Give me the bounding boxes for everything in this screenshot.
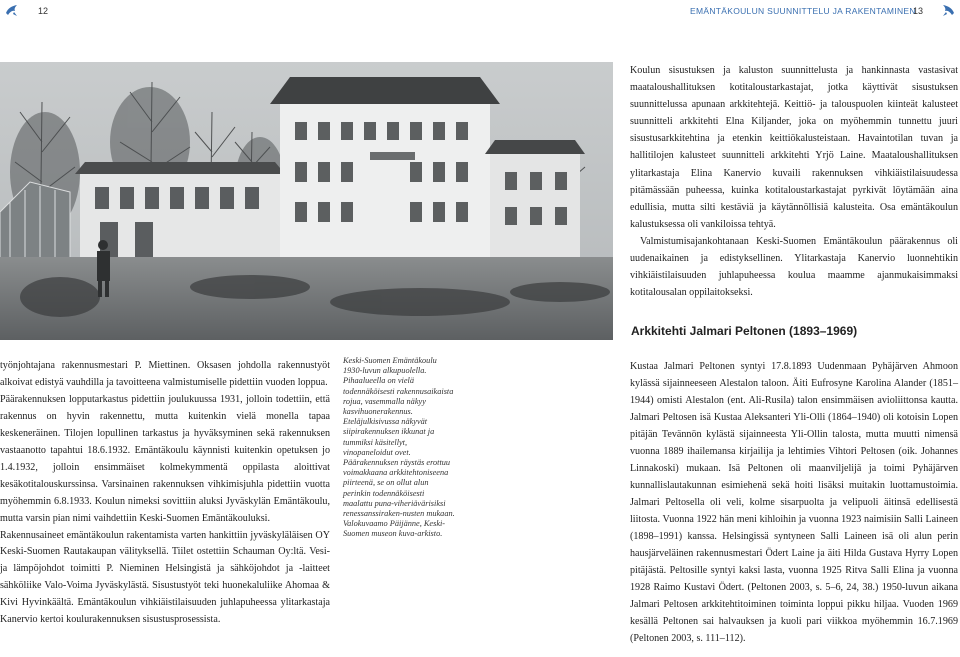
left-text-column — [0, 358, 330, 629]
right-page-number: 13 — [913, 6, 924, 16]
section-heading: Arkkitehti Jalmari Peltonen (1893–1969) — [631, 324, 858, 338]
biography-text-column — [630, 358, 958, 647]
paragraph: Kustaa Jalmari Peltonen syntyi 17.8.1893 Uudenmaan Pyhäjärven Ahmoon kylässä sijainneeseen Alestalon taloon. Äiti Eufrosyne Karolina Alander (1851–1944) omisti Alestalon (ent. Ali-Rusila) talon ensimmäisen avioliittonsa kautta. Jalmari Peltosen isä Kustaa Aleksanteri Yli-Olli (1864–1940) oli kotoisin Lopen pitäjän Tevännön kylästä sijainneesta Yli-Ollin talosta, mutta muutti nimensä vuonna 1889 ihailemansa kirjailija ja lehtimies Vihtori Peltosen (oik. Johannes Linnakoski) mukaan. Isä Peltonen oli maanviljelijä ja toimi Pyhäjärven kunnallislautakunnan esimiehenä sekä hoiti lisäksi muitakin luottamustoimia. Jalmari Peltosella oli veli, kolme sisarpuolta ja velipuoli äitinsä edellisestä liitosta. Vuonna 1922 hän meni kihloihin ja vuonna 1923 naimisiin Salli Laineen (1898–1991) kanssa. Helsingissä syntyneen Salli Laineen isä oli alun perin hausjärveläinen rakennusmestari Ödert Laine ja äiti Hilda Gustava Hyrry Lopen pitäjästä. Peltosille syntyi kaksi lasta, vuonna 1925 Ritva Salli Elina ja vuonna 1928 Raimo Kustavi Ödert. (Peltonen 2003, s. 5–6, 24, 38.) 1950-luvun aikana Jalmari Peltosen arkkitehtitoiminen toiminta loppui pikku hiljaa. Vuoden 1969 kesällä Peltonen sai halvauksen ja kuoli pari viikkoa myöhemmin 16.7.1969 (Peltonen 2003, s. 111–112). — [630, 361, 958, 644]
paragraph: Päärakennuksen lopputarkastus pidettiin joulukuussa 1931, jolloin todettiin, että rakennus on hyvin rakennettu, mutta kuitenkin vielä monella tapaa keskeneräinen. Tilojen lopullinen tarkastus ja hyväksyminen sekä rakennuksen vastaanotto tapahtui 18.6.1932. Emäntäkoulu käynnisti kuitenkin opetuksen jo 1.4.1932, jolloin ensimmäiset kolmekymmentä oppilasta aloittivat kesäkotitalouskurssinsa. Varsinainen rakennuksen vihkimisjuhla pidettiin vuotta myöhemmin 6.8.1933. Koulun nimeksi sovittiin aluksi Jyväskylän Emäntäkoulu, mutta varsin pian nimi vaihdettiin Keski-Suomen Emäntäkouluksi. — [0, 393, 330, 524]
left-page-number: 12 — [38, 6, 49, 16]
paragraph: Koulun sisustuksen ja kaluston suunnittelusta ja hankinnasta vastasivat maataloushallituksen kotitaloustarkastajat, jotka käyttivät sisustuksen suunnittelussa apunaan arkkitehtejä. Keittiö- ja talouspuolen kiinteät kalusteet suunnitteli arkkitehti Elna Kiljander, joka on myöhemmin tunnettu juuri sisustusarkkitehtina ja etenkin keittiökalusteistaan. Havaintotilan tuvan ja hallitilojen kalusteet suunnitteli arkkitehti Yrjö Laine. Maataloushallituksen ylitarkastaja Elina Kanervio kuvaili rakennuksen vihkiäistilaisuudessa pitämässään puheessa, kuinka kotitaloustarkastajat pyrkivät löytämään aina edullisia, mutta silti kestäviä ja käytännöllisiä kalusteita. Osa emäntäkoulun kalustuksessa oli vankiloissa tehtyä. — [630, 65, 958, 230]
photo-illustration — [0, 62, 613, 340]
photo-caption: Keski-Suomen Emäntäkoulu 1930-luvun alkupuolella. Pihaalueella on vielä todennäköisesti rakennusaikaista rojua, vasemmalla näkyy kasvihuonerakennus. Eteläjulkisivussa näkyvät siipirakennuksen ikkunat ja tummiksi käsitellyt, vinopaneloidut ovet. Päärakennuksen räystäs erottuu voimakkaana arkkitehtoniseena piirteenä, se on ollut alun perinkin todennäköisesti maalattu puna-viheriävärisiksi renessanssiraken-nusten mukaan. Valokuvaamo Päijänne, Keski-Suomen museon kuva-arkisto. — [343, 356, 455, 539]
intro-text-column — [630, 62, 958, 301]
bird-logo-icon — [4, 2, 20, 18]
bird-logo-icon — [940, 2, 956, 18]
historic-building-photo — [0, 62, 613, 340]
paragraph: työnjohtajana rakennusmestari P. Miettinen. Oksasen johdolla rakennustyöt alkoivat edistyä vauhdilla ja tavoitteena valmistumiselle pidettiin vuoden loppua. — [0, 360, 330, 388]
running-title: EMÄNTÄKOULUN SUUNNITTELU JA RAKENTAMINEN — [690, 6, 916, 16]
paragraph: Valmistumisajankohtanaan Keski-Suomen Emäntäkoulun päärakennus oli uudenaikainen ja edistyksellinen. Ylitarkastaja Kanervio luonnehtikin vihkiäistilaisuuden juhlapuheessa koulua maamme ajanmukaisimmaksi kotitalousalan oppilaitokseksi. — [630, 235, 958, 299]
paragraph: Rakennusaineet emäntäkoulun rakentamista varten hankittiin jyväskyläläisen OY Keski-Suomen Rautakaupan välityksellä. Tiilet ostettiin Schauman Oy:ltä. Vesi- ja lämpöjohdot toimitti P. Nieminen Helsingistä ja sähköjohdot ja -laitteet sähköliike Valo-Voima Jyväskylästä. Sisustustyöt teki huonekaluliike Ahomaa & Kivi Hyvinkäältä. Emäntäkoulun vihkiäistilaisuuden juhlapuheessa ylitarkastaja Kanervio kertoi koulurakennuksen sisustusprosessista. — [0, 529, 330, 626]
